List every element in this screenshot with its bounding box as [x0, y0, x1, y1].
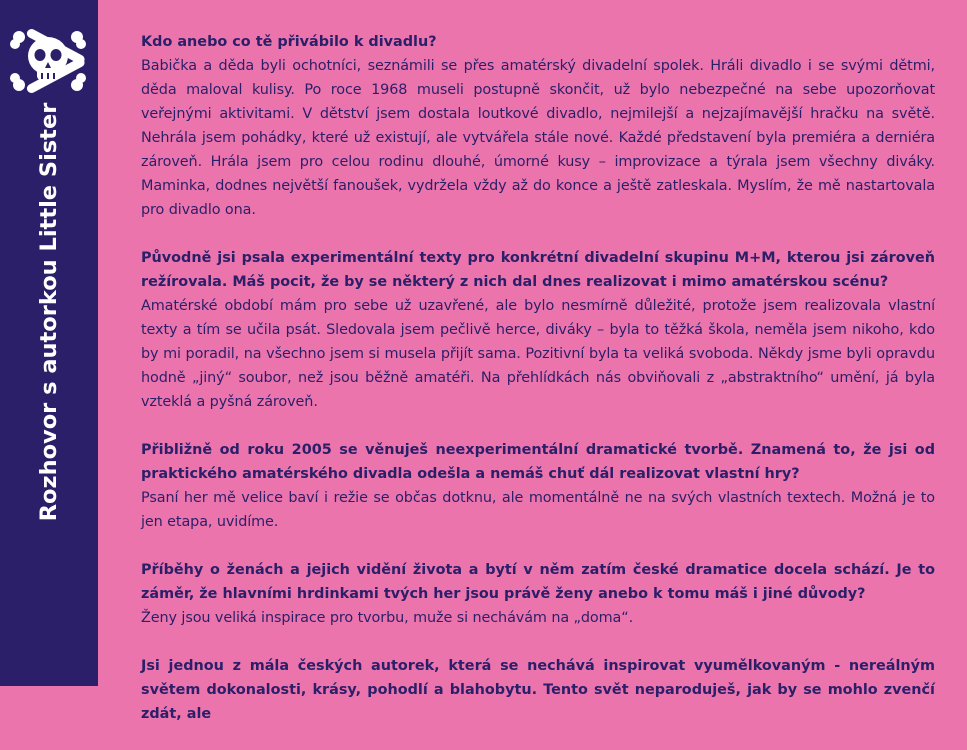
answer: Ženy jsou veliká inspirace pro tvorbu, muže si nechávám na „doma“.	[141, 610, 634, 626]
question: Přibližně od roku 2005 se věnuješ neexperimentální dramatické tvorbě. Znamená to, že jsi od praktického amatérského divadla odešla a nemáš chuť dál realizovat vlastní hry?	[141, 442, 935, 482]
question: Kdo anebo co tě přivábilo k divadlu?	[141, 34, 437, 50]
sidebar	[0, 0, 98, 686]
question: Příběhy o ženách a jejich vidění života a bytí v něm zatím české dramatice docela schází. Je to záměr, že hlavními hrdinkami tvých her jsou právě ženy anebo k tomu máš i jiné důvody?	[141, 562, 935, 602]
interview-content	[141, 30, 935, 750]
qa-block	[141, 438, 935, 534]
question: Původně jsi psala experimentální texty pro konkrétní divadelní skupinu M+M, kterou jsi zároveň režírovala. Máš pocit, že by se některý z nich dal dnes realizovat i mimo amatérskou scénu?	[141, 250, 935, 290]
answer: Psaní her mě velice baví i režie se občas dotknu, ale momentálně ne na svých vlastních textech. Možná je to jen etapa, uvidíme.	[141, 490, 935, 530]
sidebar-title: Rozhovor s autorkou Little Sister	[36, 102, 62, 522]
question: Jsi jednou z mála českých autorek, která se nechává inspirovat vyumělkovaným - nereálným světem dokonalosti, krásy, pohodlí a blahobytu. Tento svět neparoduješ, jak by se mohlo zvenčí zdát, ale	[141, 658, 935, 722]
qa-block	[141, 654, 935, 726]
skull-crossbones-icon	[10, 26, 86, 96]
answer: Babička a děda byli ochotníci, seznámili se přes amatérský divadelní spolek. Hráli divadlo i se svými dětmi, děda maloval kulisy. Po roce 1968 museli postupně skončit, už bylo nebezpečné na sebe upozorňovat veřejnými aktivitami. V dětství jsem dostala loutkové divadlo, nejmilejší a nejzajímavější hračku na světě. Nehrála jsem pohádky, které už existují, ale vytvářela stále nové. Každé představení byla premiéra a derniéra zároveň. Hrála jsem pro celou rodinu dlouhé, úmorné kusy – improvizace a týrala jsem všechny diváky. Maminka, dodnes největší fanoušek, vydržela vždy až do konce a ještě zatleskala. Myslím, že mě nastartovala pro divadlo ona.	[141, 58, 935, 218]
qa-block	[141, 246, 935, 414]
qa-block	[141, 558, 935, 630]
qa-block	[141, 30, 935, 222]
answer: Amatérské období mám pro sebe už uzavřené, ale bylo nesmírně důležité, protože jsem realizovala vlastní texty a tím se učila psát. Sledovala jsem pečlivě herce, diváky – byla to těžká škola, neměla jsem nikoho, kdo by mi poradil, na všechno jsem si musela přijít sama. Pozitivní byla ta veliká svoboda. Někdy jsme byli opravdu hodně „jiný“ soubor, než jsou běžně amatéři. Na přehlídkách nás obviňovali z „abstraktního“ umění, já byla vzteklá a pyšná zároveň.	[141, 298, 935, 410]
